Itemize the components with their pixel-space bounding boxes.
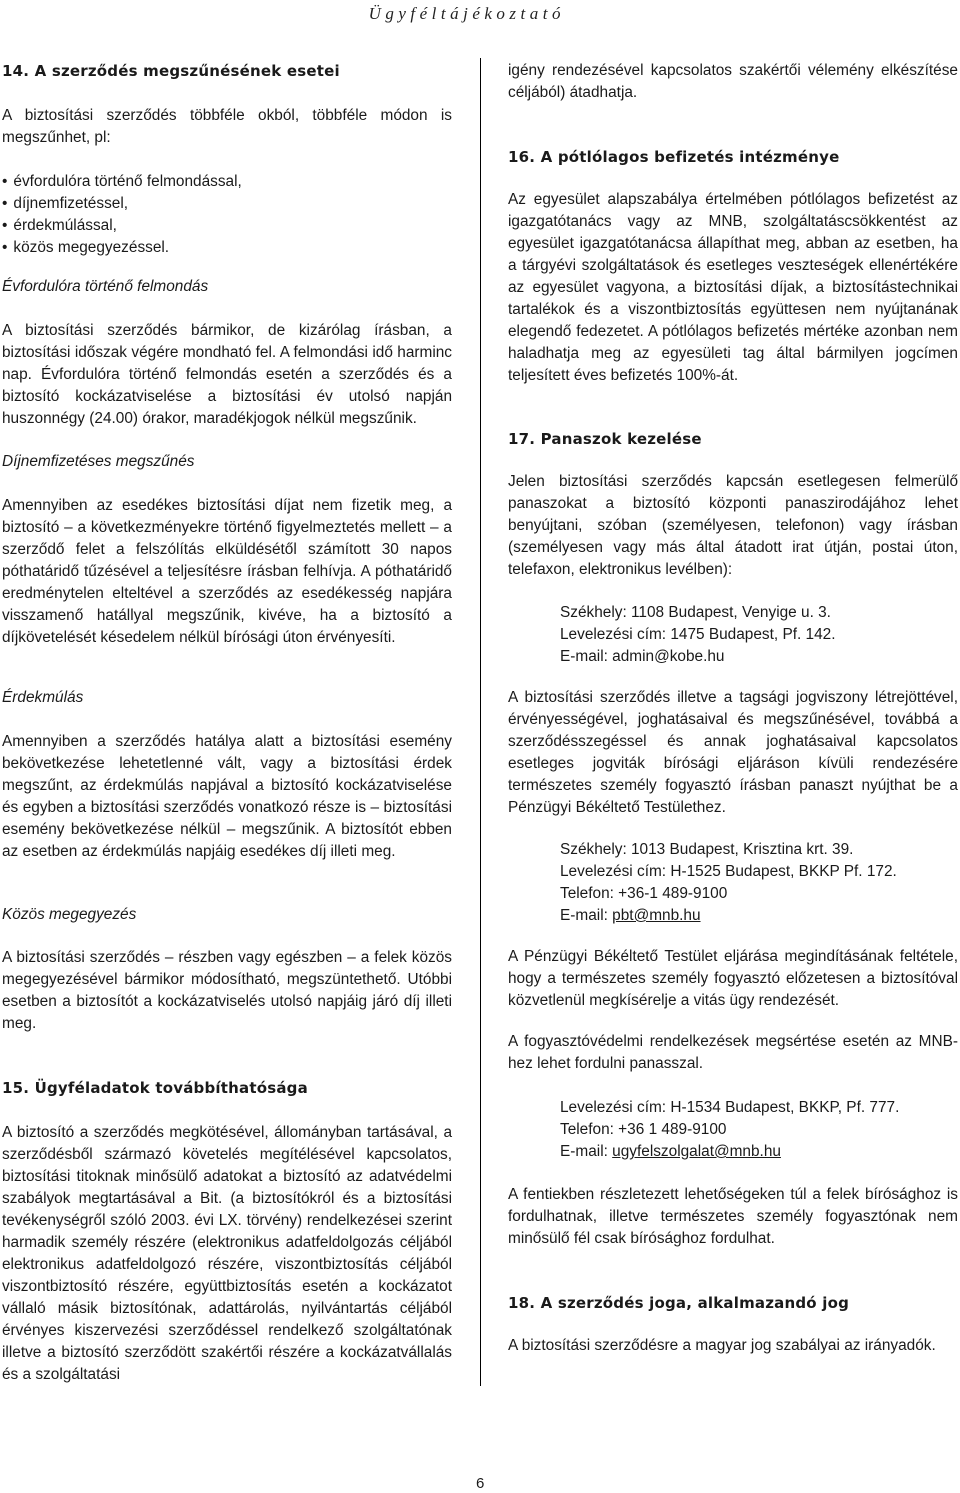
section-14-intro: A biztosítási szerződés többféle okból, többféle módon is megszűnhet, pl:	[2, 107, 452, 146]
section-14-heading: 14. A szerződés megszűnésének esetei	[2, 62, 340, 80]
running-head: Ügyféltájékoztató	[368, 4, 565, 23]
email-line	[560, 905, 960, 927]
paragraph-interest-loss: Amennyiben a szerződés hatálya alatt a biztosítási esemény bekövetkezése lehetetlenné vált, vagy a biztosítási érdek megszűnt, az érdekmúlás napjával a biztosító kockázatviselése és egyben a biztosítási szerződés vonatkozó része is – biztosítási esemény bekövetkezése nélkül – megszűnik. A biztosítót ebben az esetben az érdekmúlás napjáig esedékes díj illeti meg.	[2, 733, 452, 860]
paragraph-anniversary: A biztosítási szerződés bármikor, de kizárólag írásban, a biztosítási időszak végére mondható fel. A felmondási idő harminc nap. Évfordulóra történő felmondás esetén a szerződés és a biztosító kockázatviselése a biztosítási év utolsó napján huszonnégy (24.00) órakor, maradékjogok nélkül megszűnik.	[2, 322, 452, 427]
list-item: • közös megegyezéssel.	[2, 237, 452, 259]
subheading-interest-loss: Érdekmúlás	[2, 689, 84, 706]
mnb-email-link[interactable]: ugyfelszolgalat@mnb.hu	[612, 1143, 781, 1160]
email-label: E-mail:	[560, 1143, 613, 1160]
termination-list	[2, 171, 452, 259]
address-line: Székhely: 1013 Budapest, Krisztina krt. 39.	[560, 841, 854, 858]
address-line: Levelezési cím: 1475 Budapest, Pf. 142.	[560, 626, 836, 643]
section-16-heading: 16. A pótlólagos befizetés intézménye	[508, 148, 840, 166]
subheading-nonpayment: Díjnemfizetéses megszűnés	[2, 453, 195, 470]
email-line: E-mail: admin@kobe.hu	[560, 648, 725, 665]
list-item: • érdekmúlással,	[2, 215, 452, 237]
section-17-paragraph: Jelen biztosítási szerződés kapcsán esetlegesen felmerülő panaszokat a biztosító központi panaszirodájához lehet benyújtani, szóban (személyesen, telefonon) vagy írásban (személyesen vagy más által átadott irat útján, postai úton, telefaxon, elektronikus levélben):	[508, 473, 958, 578]
pbt-email-link[interactable]: pbt@mnb.hu	[612, 907, 701, 924]
email-label: E-mail:	[560, 907, 613, 924]
paragraph-mutual-agreement: A biztosítási szerződés – részben vagy egészben – a felek közös megegyezésével bármikor módosítható, megszüntethető. Utóbbi esetben a biztosítót a kockázatviselés utolsó napjáig járó díj illeti meg.	[2, 949, 452, 1032]
address-line: Székhely: 1108 Budapest, Venyige u. 3.	[560, 604, 831, 621]
section-18-heading: 18. A szerződés joga, alkalmazandó jog	[508, 1294, 850, 1312]
list-item: • évfordulóra történő felmondással,	[2, 171, 452, 193]
continued-paragraph: igény rendezésével kapcsolatos szakértői vélemény elkészítése céljából) átadhatja.	[508, 62, 958, 101]
section-18-paragraph: A biztosítási szerződésre a magyar jog szabályai az irányadók.	[508, 1337, 936, 1354]
section-17-heading: 17. Panaszok kezelése	[508, 430, 702, 448]
subheading-anniversary: Évfordulóra történő felmondás	[2, 278, 209, 295]
paragraph-pbt-condition: A Pénzügyi Békéltető Testület eljárása megindításának feltétele, hogy a természetes személy fogyasztó előzetesen a biztosítóval közvetlenül megkísérelje a vitás ügy rendezését.	[508, 948, 958, 1009]
section-15-heading: 15. Ügyféladatok továbbíthatósága	[2, 1079, 308, 1097]
address-line: Levelezési cím: H-1534 Budapest, BKKP, Pf. 777.	[560, 1099, 900, 1116]
section-15-paragraph: A biztosító a szerződés megkötésével, állományban tartásával, a szerződésből származó követelés megítélésével kapcsolatos, biztosítási titoknak minősülő adatokat a biztosító az adatvédelmi szabályok megtartásával a Bit. (a biztosítókról és a biztosítási tevékenységről szóló 2003. évi LX. törvény) rendelkezései szerint harmadik személy részére (elektronikus adatfeldolgozás céljából elektronikus adatfeldolgozó részére, viszontbiztosítás céljából viszontbiztosító részére, együttbiztosítás esetén a kockázatot vállaló másik biztosítónak, adattárolás, nyilvántartás céljából érvényes kiszervezési szerződéssel rendelkező szolgáltatónak illetve a biztosító szerződött szakértői részére a kockázatvállalás és a szolgáltatási	[2, 1124, 452, 1383]
paragraph-court: A fentiekben részletezett lehetőségeken túl a felek bírósághoz is fordulhatnak, illetve természetes személy fogyasztónak nem minősülő fél csak bírósághoz fordulhat.	[508, 1186, 958, 1247]
phone-line: Telefon: +36-1 489-9100	[560, 885, 728, 902]
page-number: 6	[476, 1475, 485, 1492]
paragraph-arbitration-board: A biztosítási szerződés illetve a tagsági jogviszony létrejöttével, érvényességével, joghatásaival és megszűnésével, továbbá a szerződésszegéssel és annak joghatásaival kapcsolatos esetleges jogviták bírósági eljáráson kívüli rendezésére természetes személy fogyasztó írásban panaszt nyújthat be a Pénzügyi Békéltető Testülethez.	[508, 689, 958, 816]
pbt-address-block	[508, 839, 960, 927]
list-item: • díjnemfizetéssel,	[2, 193, 452, 215]
email-line	[560, 1141, 960, 1163]
subheading-mutual-agreement: Közös megegyezés	[2, 906, 137, 923]
paragraph-nonpayment: Amennyiben az esedékes biztosítási díjat nem fizetik meg, a biztosító – a következményekre történő figyelmeztetés mellett – a szerződő felet a felszólítás elküldésétől számított 30 napos póthatáridő tűzésével a teljesítésre írásban felhívja. A póthatáridő eredménytelen elteltével a szerződés az esedékesség napjára visszamenő hatállyal megszűnik, kivéve, ha a biztosító a díjkövetelését késedelem nélkül bírósági úton érvényesíti.	[2, 497, 452, 646]
mnb-address-block	[508, 1097, 960, 1163]
phone-line: Telefon: +36 1 489-9100	[560, 1121, 727, 1138]
section-16-paragraph: Az egyesület alapszabálya értelmében pótlólagos befizetést az igazgatótanács vagy az MNB, szolgáltatáscsökkentést az egyesület igazgatótanácsa állapíthat meg, abban az esetben, ha a tárgyévi szolgáltatások és esetleges veszteségek ellenértékére az egyesület vagyona, a biztosítási díjak, a biztosítástechnikai tartalékok és a viszontbiztosítás együttesen nem nyújtanának elegendő fedezetet. A pótlólagos befizetés mértéke azonban nem haladhatja meg az egyesületi tag által bármilyen jogcímen teljesített éves befizetés 100%-át.	[508, 191, 958, 384]
paragraph-consumer-protection: A fogyasztóvédelmi rendelkezések megsértése esetén az MNB-hez lehet fordulni panasszal.	[508, 1033, 958, 1072]
insurer-address-block	[508, 602, 960, 668]
column-divider	[480, 58, 481, 1386]
address-line: Levelezési cím: H-1525 Budapest, BKKP Pf. 172.	[560, 863, 897, 880]
